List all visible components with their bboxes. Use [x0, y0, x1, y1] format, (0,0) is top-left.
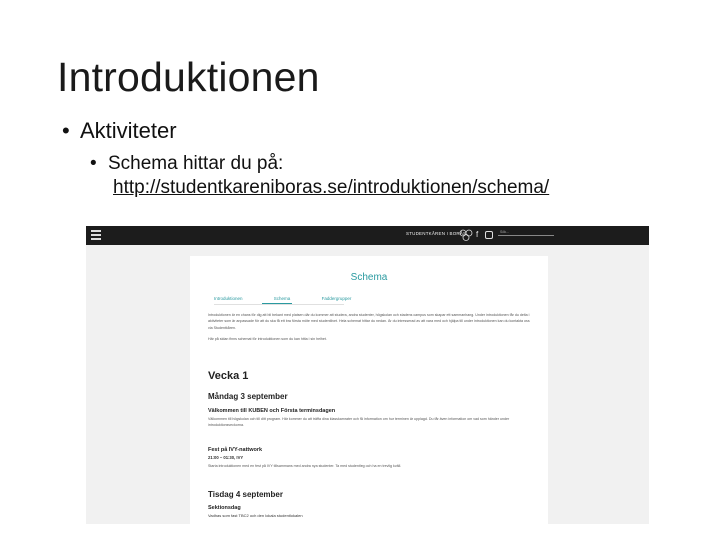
event-text-fest: Starta introduktionen med en fest på IVY tillsammans med andra nya studenter. Ta med studentleg och ha en trevlig kväll.	[208, 464, 402, 468]
bullet-dot-icon: •	[62, 118, 70, 143]
hamburger-menu-icon[interactable]	[91, 230, 101, 241]
bullet-dot-icon: •	[90, 153, 97, 174]
event-text-valkommen: Välkommen till högskolan och till ditt program. Här kommer du att träffa dina klasskamrater och få information om hur terminen är upplagd. Du får även information om vad som händer under introduktionsveckorna.	[208, 417, 510, 428]
search-underline	[498, 235, 554, 236]
event-time-sektionsdag: Vadhas som fast TBC2 och den lokala studentlokalen	[208, 513, 303, 518]
week-heading: Vecka 1	[208, 370, 249, 382]
bullet-schema-label: Schema hittar du på:	[108, 153, 284, 174]
bullet-schema	[90, 152, 549, 200]
event-title-valkommen: Välkommen till KUBEN och Första terminsdagen	[208, 408, 336, 414]
instagram-icon[interactable]	[485, 231, 493, 239]
day-heading-monday: Måndag 3 september	[208, 392, 288, 401]
day-heading-tuesday: Tisdag 4 september	[208, 490, 283, 499]
site-header	[86, 226, 649, 245]
active-tab-indicator	[262, 303, 292, 304]
site-brand[interactable]: STUDENTKÅREN I BORÅS	[406, 231, 467, 236]
bullet-aktiviteter	[62, 118, 177, 144]
intro-text	[208, 312, 530, 347]
tab-introduktionen[interactable]: Introduktionen	[214, 296, 243, 301]
slide-title: Introduktionen	[57, 54, 320, 100]
facebook-icon[interactable]: f	[476, 230, 479, 239]
event-title-fest: Fest på IVY-nattwork	[208, 447, 263, 453]
event-time-fest: 21:00 – 01:30, IVY	[208, 455, 244, 460]
schema-link[interactable]: http://studentkareniboras.se/introduktionen/schema/	[113, 177, 550, 198]
intro-paragraph: Introduktionen är en chans för dig att bli bekant med platsen där du kommer att studera, andra studenter, högskolan och stadens campus som skapar ett sammanhang. Under introduktionen får du delta i aktiviteter som är anpassade för att du ska få ett bra första möte med studentlivet. Hela schemat hittar du nedan. Är du intresserad av att vara med och hjälpa till under introduktionen kan du kontakta oss via Studentkåren.	[208, 313, 530, 330]
event-title-sektionsdag: Sektionsdag	[208, 505, 241, 511]
schedule-note: Här på sidan finns schemat för introduktionen som du kan hitta i sin helhet.	[208, 336, 327, 341]
search-input[interactable]: Sök...	[500, 230, 509, 234]
logo-icon	[459, 229, 473, 241]
tab-divider	[214, 304, 344, 305]
content-page	[190, 256, 548, 524]
tab-bar	[214, 296, 381, 301]
page-heading: Schema	[350, 272, 388, 283]
tab-schema[interactable]: Schema	[273, 296, 291, 301]
website-screenshot	[86, 226, 649, 524]
tab-faddergrupper[interactable]: Faddergrupper	[321, 296, 352, 301]
bullet-aktiviteter-label: Aktiviteter	[80, 118, 177, 143]
